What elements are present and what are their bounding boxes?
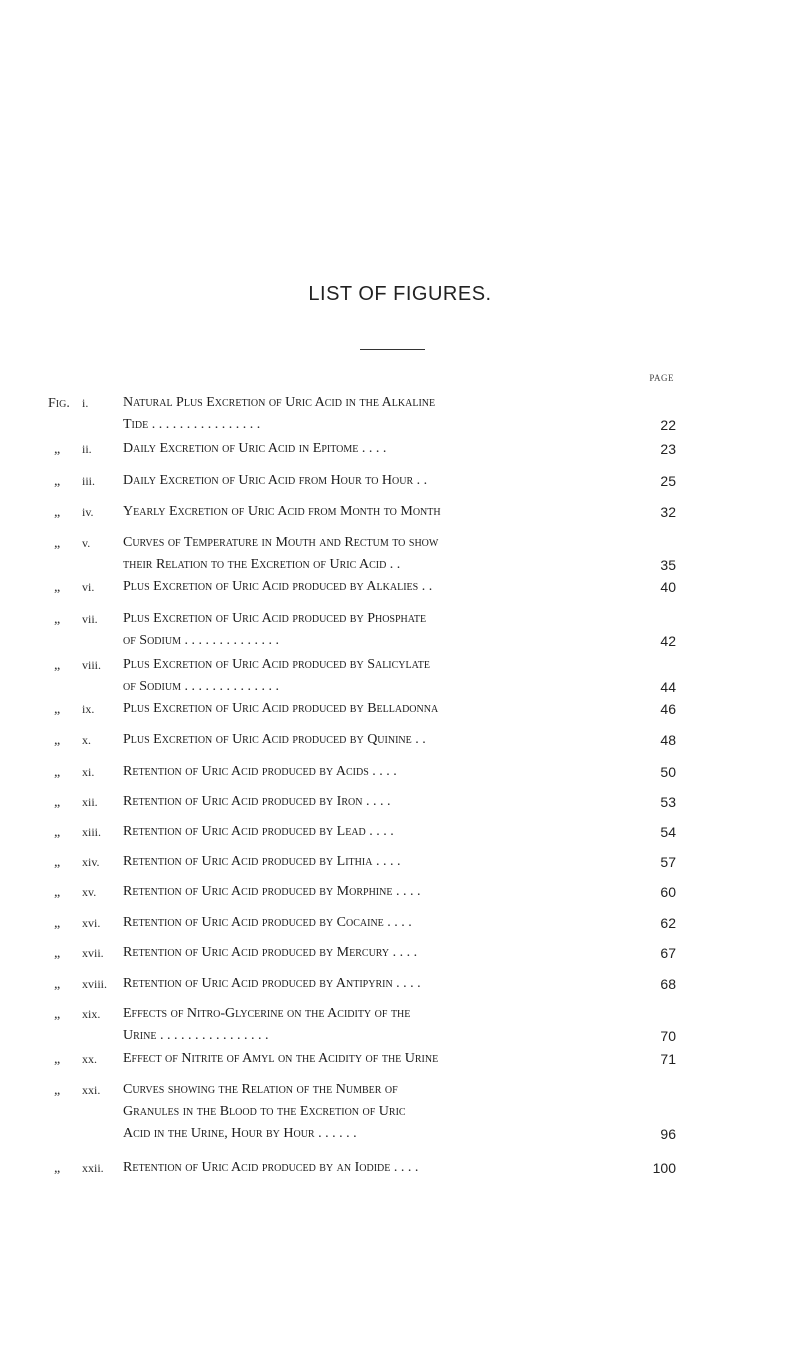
- figure-number: [48, 791, 110, 813]
- figure-number: [48, 1048, 110, 1070]
- ditto-mark: „: [54, 1007, 61, 1022]
- figure-title: Retention of Uric Acid produced by Acids . . . .: [123, 764, 397, 779]
- page-column-label: PAGE: [649, 373, 674, 383]
- ditto-mark: „: [54, 1052, 61, 1067]
- figure-title: Retention of Uric Acid produced by Morphine . . . .: [123, 884, 421, 899]
- figure-number: [48, 608, 110, 630]
- figure-title: Effect of Nitrite of Amyl on the Acidity of the Urine: [123, 1051, 439, 1066]
- figure-title: Retention of Uric Acid produced by Iron . . . .: [123, 794, 391, 809]
- figure-roman-numeral: xix.: [82, 1007, 101, 1021]
- figure-title: Effects of Nitro-Glycerine on the Acidity of the Urine . . . . . . . . . . . . . . . .: [123, 1006, 411, 1043]
- figure-number: [48, 912, 110, 934]
- figure-number: [48, 973, 110, 995]
- ditto-mark: „: [54, 855, 61, 870]
- ditto-mark: „: [54, 612, 61, 627]
- figure-roman-numeral: iv.: [82, 505, 94, 519]
- figure-page-number: 22: [660, 417, 676, 433]
- figure-roman-numeral: vii.: [82, 612, 98, 626]
- figure-number: [48, 821, 110, 843]
- figure-roman-numeral: viii.: [82, 658, 102, 672]
- figure-number: [48, 729, 110, 751]
- figure-page-number: 96: [660, 1126, 676, 1142]
- ditto-mark: „: [54, 536, 61, 551]
- ditto-mark: „: [54, 795, 61, 810]
- figure-number: [48, 1003, 110, 1025]
- ditto-mark: „: [54, 733, 61, 748]
- figure-title: Plus Excretion of Uric Acid produced by Phosphate of Sodium . . . . . . . . . . . . . .: [123, 611, 427, 648]
- figure-roman-numeral: ii.: [82, 442, 92, 456]
- ditto-mark: „: [54, 442, 61, 457]
- figure-page-number: 25: [660, 473, 676, 489]
- figure-number: [48, 942, 110, 964]
- figure-number: [48, 698, 110, 720]
- figure-title: Daily Excretion of Uric Acid in Epitome . . . .: [123, 441, 387, 456]
- figure-roman-numeral: xiii.: [82, 825, 102, 839]
- figure-number: [48, 470, 110, 492]
- figure-title: Retention of Uric Acid produced by Cocaine . . . .: [123, 915, 412, 930]
- ditto-mark: „: [54, 1161, 61, 1176]
- figure-roman-numeral: xxii.: [82, 1161, 104, 1175]
- figure-title: Plus Excretion of Uric Acid produced by Belladonna: [123, 701, 439, 716]
- figure-roman-numeral: iii.: [82, 474, 96, 488]
- figure-page-number: 100: [652, 1160, 676, 1176]
- figure-roman-numeral: xvii.: [82, 946, 104, 960]
- figure-number: [48, 761, 110, 783]
- figure-number: [48, 654, 110, 676]
- figure-title: Daily Excretion of Uric Acid from Hour to Hour . .: [123, 473, 428, 488]
- figure-title: Natural Plus Excretion of Uric Acid in the Alkaline Tide . . . . . . . . . . . . . . . .: [123, 395, 436, 432]
- figure-page-number: 44: [660, 679, 676, 695]
- figure-page-number: 35: [660, 557, 676, 573]
- figure-roman-numeral: xviii.: [82, 977, 108, 991]
- figure-title: Retention of Uric Acid produced by Lead . . . .: [123, 824, 394, 839]
- figure-roman-numeral: xiv.: [82, 855, 100, 869]
- figure-number: [48, 576, 110, 598]
- figure-page-number: 54: [660, 824, 676, 840]
- ditto-mark: „: [54, 658, 61, 673]
- figure-roman-numeral: xvi.: [82, 916, 101, 930]
- figure-page-number: 42: [660, 633, 676, 649]
- ditto-mark: „: [54, 977, 61, 992]
- figure-roman-numeral: xxi.: [82, 1083, 101, 1097]
- figure-number: [48, 881, 110, 903]
- figure-roman-numeral: xv.: [82, 885, 97, 899]
- figure-page-number: 46: [660, 701, 676, 717]
- figure-title: Yearly Excretion of Uric Acid from Month to Month: [123, 504, 441, 519]
- figure-page-number: 62: [660, 915, 676, 931]
- figure-page-number: 70: [660, 1028, 676, 1044]
- ditto-mark: „: [54, 505, 61, 520]
- figure-title: Plus Excretion of Uric Acid produced by Quinine . .: [123, 732, 426, 747]
- figure-number: [48, 1157, 110, 1179]
- figure-number: [48, 501, 110, 523]
- page-title: LIST OF FIGURES.: [308, 283, 492, 305]
- figure-title: Retention of Uric Acid produced by Mercury . . . .: [123, 945, 418, 960]
- figure-title: Curves of Temperature in Mouth and Rectum to show their Relation to the Excretion of Uric Acid . .: [123, 535, 439, 572]
- figure-title: Retention of Uric Acid produced by Antipyrin . . . .: [123, 976, 421, 991]
- figure-number: [48, 1079, 110, 1101]
- ditto-mark: „: [54, 702, 61, 717]
- figure-title: Retention of Uric Acid produced by Lithia . . . .: [123, 854, 401, 869]
- figure-number: [48, 851, 110, 873]
- figure-roman-numeral: i.: [82, 396, 89, 410]
- figure-page-number: 23: [660, 441, 676, 457]
- ditto-mark: „: [54, 1083, 61, 1098]
- figure-page-number: 57: [660, 854, 676, 870]
- ditto-mark: „: [54, 765, 61, 780]
- figure-page-number: 40: [660, 579, 676, 595]
- figure-page-number: 68: [660, 976, 676, 992]
- figure-roman-numeral: xi.: [82, 765, 95, 779]
- figure-page-number: 60: [660, 884, 676, 900]
- figure-roman-numeral: xii.: [82, 795, 98, 809]
- title-rule: [360, 349, 425, 350]
- figure-roman-numeral: xx.: [82, 1052, 97, 1066]
- ditto-mark: „: [54, 580, 61, 595]
- ditto-mark: „: [54, 474, 61, 489]
- ditto-mark: „: [54, 885, 61, 900]
- figure-title: Retention of Uric Acid produced by an Iodide . . . .: [123, 1160, 419, 1175]
- figure-page-number: 67: [660, 945, 676, 961]
- figure-page-number: 32: [660, 504, 676, 520]
- ditto-mark: „: [54, 825, 61, 840]
- figure-roman-numeral: v.: [82, 536, 91, 550]
- figure-roman-numeral: ix.: [82, 702, 95, 716]
- figure-page-number: 71: [660, 1051, 676, 1067]
- fig-label: Fig.: [48, 396, 70, 411]
- ditto-mark: „: [54, 916, 61, 931]
- figure-title: Plus Excretion of Uric Acid produced by Salicylate of Sodium . . . . . . . . . . . . . .: [123, 657, 430, 694]
- figure-page-number: 53: [660, 794, 676, 810]
- figure-number: [48, 532, 110, 554]
- figure-roman-numeral: vi.: [82, 580, 95, 594]
- ditto-mark: „: [54, 946, 61, 961]
- figure-number: [48, 438, 110, 460]
- figure-page-number: 48: [660, 732, 676, 748]
- figure-title: Plus Excretion of Uric Acid produced by Alkalies . .: [123, 579, 433, 594]
- figure-number: [48, 392, 110, 414]
- figure-roman-numeral: x.: [82, 733, 91, 747]
- figure-page-number: 50: [660, 764, 676, 780]
- figure-title: Curves showing the Relation of the Number of Granules in the Blood to the Excretion of Uric Acid in the Urine, Hour by Hour . . . . . .: [123, 1082, 406, 1141]
